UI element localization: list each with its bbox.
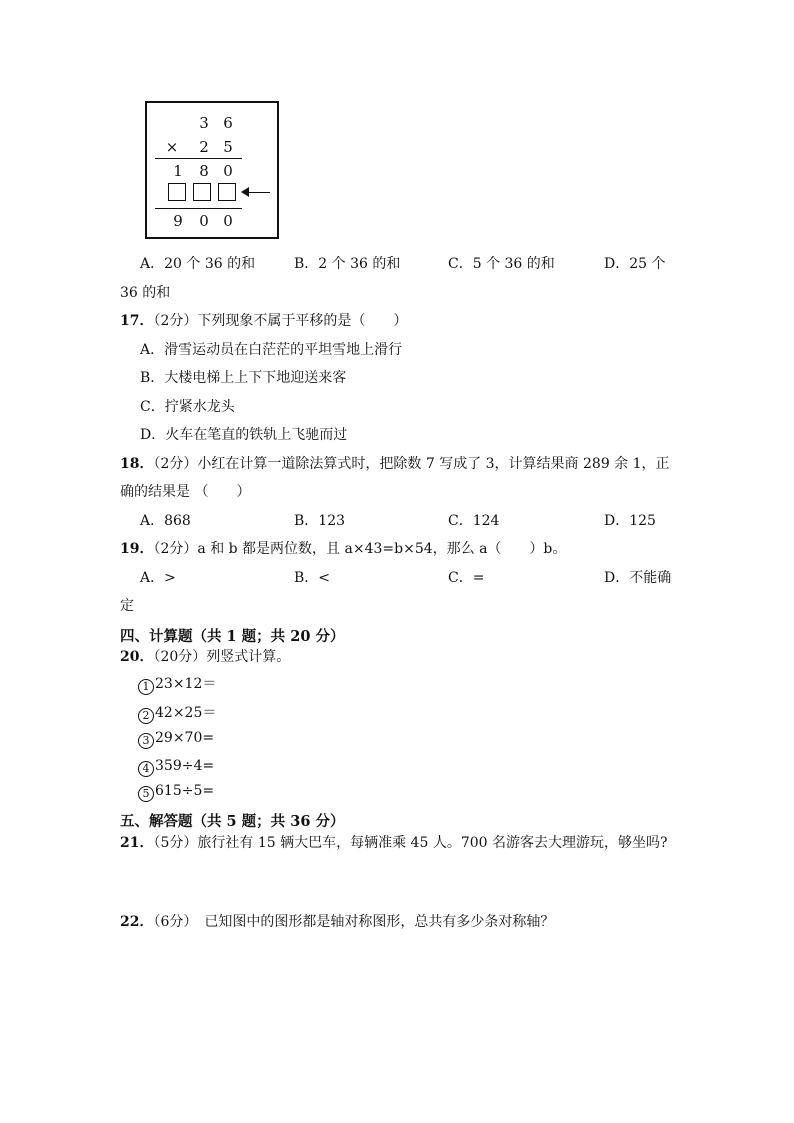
figure-digit: 3 — [199, 114, 209, 132]
q17-option-d: D．火车在笔直的铁轨上飞驰而过 — [140, 427, 348, 443]
figure-digit: 2 — [199, 138, 209, 156]
q22-question — [120, 911, 554, 931]
question-text: （6分） 已知图中的图形都是轴对称图形，总共有多少条对称轴？ — [153, 914, 555, 930]
question-number: 19． — [120, 541, 154, 557]
q18-option-d: D．125 — [604, 513, 656, 529]
figure-digit: 0 — [223, 162, 233, 180]
question-number: 21． — [120, 835, 154, 851]
q18-question — [120, 453, 670, 473]
q18-option-b: B．123 — [294, 513, 346, 529]
q17-option-a: A．滑雪运动员在白茫茫的平坦雪地上滑行 — [140, 342, 403, 358]
q18-option-a: A．868 — [140, 513, 191, 529]
q20-item-expr: 359÷4= — [155, 758, 215, 774]
circled-number-4: 4 — [138, 761, 154, 777]
q19-question — [120, 538, 566, 558]
multiplication-figure — [145, 101, 279, 239]
figure-digit: 9 — [173, 212, 183, 230]
q17-option-c: C．拧紧水龙头 — [140, 399, 235, 415]
figure-rule — [155, 158, 242, 159]
circled-number-1: 1 — [138, 679, 154, 695]
question-number: 22． — [120, 914, 154, 930]
q16-option-c: C．5 个 36 的和 — [448, 256, 555, 272]
q16-option-b: B．2 个 36 的和 — [294, 256, 401, 272]
q20-item-expr: 42×25＝ — [155, 705, 217, 721]
figure-digit: 0 — [223, 212, 233, 230]
q17-option-b: B．大楼电梯上上下下地迎送来客 — [140, 370, 347, 386]
question-number: 18． — [120, 456, 154, 472]
q20-item — [138, 702, 216, 724]
section-heading-calculation: 四、计算题（共 1 题；共 20 分） — [120, 628, 345, 645]
question-number: 20． — [120, 649, 154, 665]
figure-times-sign: × — [165, 138, 179, 156]
q20-item — [138, 758, 214, 777]
figure-digit: 5 — [223, 138, 233, 156]
question-text: （2分）a 和 b 都是两位数，且 a×43=b×54，那么 a（ ）b。 — [153, 541, 567, 557]
figure-rule — [155, 208, 242, 209]
q19-option-b: B．< — [294, 570, 331, 586]
circled-number-3: 3 — [138, 733, 154, 749]
q18-question-line2: 确的结果是 （ ） — [120, 484, 251, 500]
q16-option-d-wrap: 36 的和 — [120, 285, 171, 301]
q20-item — [138, 730, 214, 749]
blank-box — [193, 183, 211, 201]
figure-digit: 1 — [173, 162, 183, 180]
question-text: （20分）列竖式计算。 — [153, 649, 291, 665]
question-number: 17． — [120, 313, 154, 329]
blank-box — [168, 183, 186, 201]
q20-item — [138, 783, 214, 802]
arrow-shaft — [248, 192, 270, 193]
q20-item — [138, 673, 216, 695]
q18-option-c: C．124 — [448, 513, 500, 529]
section-heading-answer: 五、解答题（共 5 题；共 36 分） — [120, 813, 345, 830]
question-text: （5分）旅行社有 15 辆大巴车，每辆准乘 45 人。700 名游客去大理游玩，够坐吗? — [153, 835, 668, 851]
q20-item-expr: 615÷5= — [155, 783, 215, 799]
q16-option-d: D．25 个 — [604, 256, 666, 272]
q20-question — [120, 646, 290, 666]
blank-box — [218, 183, 236, 201]
q16-option-a: A．20 个 36 的和 — [140, 256, 256, 272]
q20-item-expr: 29×70= — [155, 730, 215, 746]
q19-option-a: A．> — [140, 570, 176, 586]
q17-question — [120, 310, 407, 330]
question-text: （2分）小红在计算一道除法算式时，把除数 7 写成了 3，计算结果商 289 余 1，正 — [153, 456, 670, 472]
q19-option-d-wrap: 定 — [120, 598, 134, 614]
figure-digit: 0 — [199, 212, 209, 230]
question-text: （2分）下列现象不属于平移的是（ ） — [153, 313, 408, 329]
q21-question — [120, 832, 668, 852]
q19-option-c: C．= — [448, 570, 485, 586]
q20-item-expr: 23×12＝ — [155, 676, 217, 692]
circled-number-2: 2 — [138, 708, 154, 724]
figure-digit: 6 — [223, 114, 233, 132]
q19-option-d: D．不能确 — [604, 570, 672, 586]
circled-number-5: 5 — [138, 786, 154, 802]
figure-digit: 8 — [199, 162, 209, 180]
